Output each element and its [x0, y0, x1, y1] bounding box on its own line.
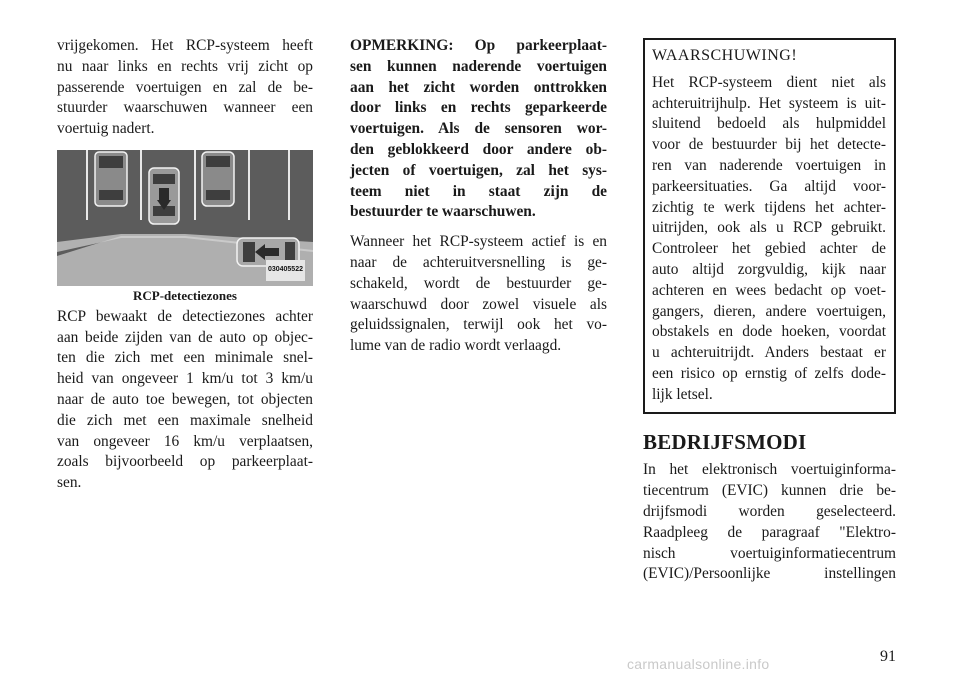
text-line: waarschuwd door zowel visuele als [350, 295, 607, 313]
text-line: OPMERKING: Op parkeerplaat- [350, 37, 607, 54]
text-line: teem niet in staat zijn de [350, 182, 607, 200]
figure-code: 030405522 [266, 260, 305, 281]
text-line: bestuurder te waarschuwen. [350, 203, 536, 221]
text-line: naar de auto toe bewegen, tot objecten [57, 390, 313, 408]
text-line: auto altijd zorgvuldig, kijk naar [652, 260, 886, 278]
text-line: een risico op ernstig of zelfs dode- [652, 364, 886, 382]
text-line: Controleer het gebied achter de [652, 240, 886, 258]
text-line: geluidssignalen, terwijl ook het vo- [350, 316, 607, 334]
text-line: obstakels en dode hoeken, voordat [652, 323, 886, 341]
text-line: tiecentrum (EVIC) kunnen drie be- [643, 482, 896, 500]
column-middle [350, 36, 607, 357]
text-line: aan het zicht worden onttrokken [350, 78, 607, 96]
text-line: lume van de radio wordt verlaagd. [350, 337, 562, 355]
text-line: die zich met een maximale snelheid [57, 411, 313, 429]
text-line: zoals bijvoorbeeld op parkeerplaat- [57, 453, 313, 471]
intro-paragraph [57, 36, 313, 140]
text-line: In het elektronisch voertuiginforma- [643, 461, 896, 479]
text-line: ten die zich met een minimale snel- [57, 349, 313, 367]
text-line: voertuig nadert. [57, 120, 155, 138]
text-line: Wanneer het RCP-systeem actief is en [350, 233, 607, 251]
text-line: aan beide zijden van de auto op objec- [57, 328, 313, 346]
section-heading: BEDRIJFSMODI [643, 429, 807, 454]
text-line: heid van ongeveer 1 km/u tot 3 km/u [57, 370, 313, 388]
text-line: Het RCP-systeem dient niet als [652, 73, 886, 91]
text-line: voertuigen. Als de sensoren wor- [350, 120, 607, 138]
warning-title: WAARSCHUWING! [652, 47, 798, 64]
text-line: drijfsmodi worden geselecteerd. [643, 502, 896, 520]
rcp-detection-zones-figure [57, 150, 313, 286]
text-line: Raadpleeg de paragraaf "Elektro- [643, 523, 896, 541]
text-line: sen kunnen naderende voertuigen [350, 57, 607, 75]
text-line: passerende voertuigen en zal de be- [57, 78, 313, 96]
warning-text [652, 73, 886, 406]
text-line: stuurder waarschuwen wanneer een [57, 99, 313, 117]
text-line: ren van naderende voertuigen in [652, 156, 886, 174]
text-line: jecten of voertuigen, zal het sys- [350, 161, 607, 179]
text-line: uitrijden, ook als u RCP gebruikt. [652, 219, 886, 237]
column-left [57, 36, 313, 494]
text-line: parkeersituaties. Ga altijd voor- [652, 177, 886, 195]
text-line: naar de achteruitversnelling is ge- [350, 253, 607, 271]
text-line: zichtig te werk tijdens het achter- [652, 198, 886, 216]
figure-caption: RCP-detectiezones [133, 287, 237, 303]
text-line: den geblokkeerd door andere ob- [350, 140, 607, 158]
alert-paragraph [350, 232, 607, 357]
warning-box [643, 38, 896, 414]
text-line: achteren en wees bedacht op voet- [652, 281, 886, 299]
text-line: gangers, dieren, andere voertuigen, [652, 302, 886, 320]
page-number: 91 [880, 648, 896, 665]
text-line: sluitend bedoeld als hulpmiddel [652, 115, 886, 133]
text-line: RCP bewaakt de detectiezones achter [57, 307, 313, 325]
column-right [643, 38, 896, 585]
text-line: schakeld, wordt de bestuurder ge- [350, 274, 607, 292]
watermark-text: carmanualsonline.info [627, 656, 770, 672]
text-line: lijk letsel. [652, 385, 713, 403]
text-line: door links en rechts geparkeerde [350, 99, 607, 117]
text-line: voor de bestuurder bij het detecte- [652, 136, 886, 154]
text-line: achteruitrijhulp. Het systeem is uit- [652, 94, 886, 112]
text-line: u achteruitrijdt. Anders bestaat er [652, 344, 886, 362]
text-line: sen. [57, 474, 82, 492]
text-line: nu naar links en rechts vrij zicht op [57, 57, 313, 75]
text-line: vrijgekomen. Het RCP-systeem heeft [57, 37, 313, 54]
text-line: van ongeveer 16 km/u verplaatsen, [57, 432, 313, 450]
detection-paragraph [57, 307, 313, 494]
modes-paragraph [643, 460, 896, 585]
text-line: (EVIC)/Persoonlijke instellingen [643, 565, 896, 583]
text-line: nisch voertuiginformatiecentrum [643, 544, 896, 562]
note-paragraph [350, 36, 607, 223]
